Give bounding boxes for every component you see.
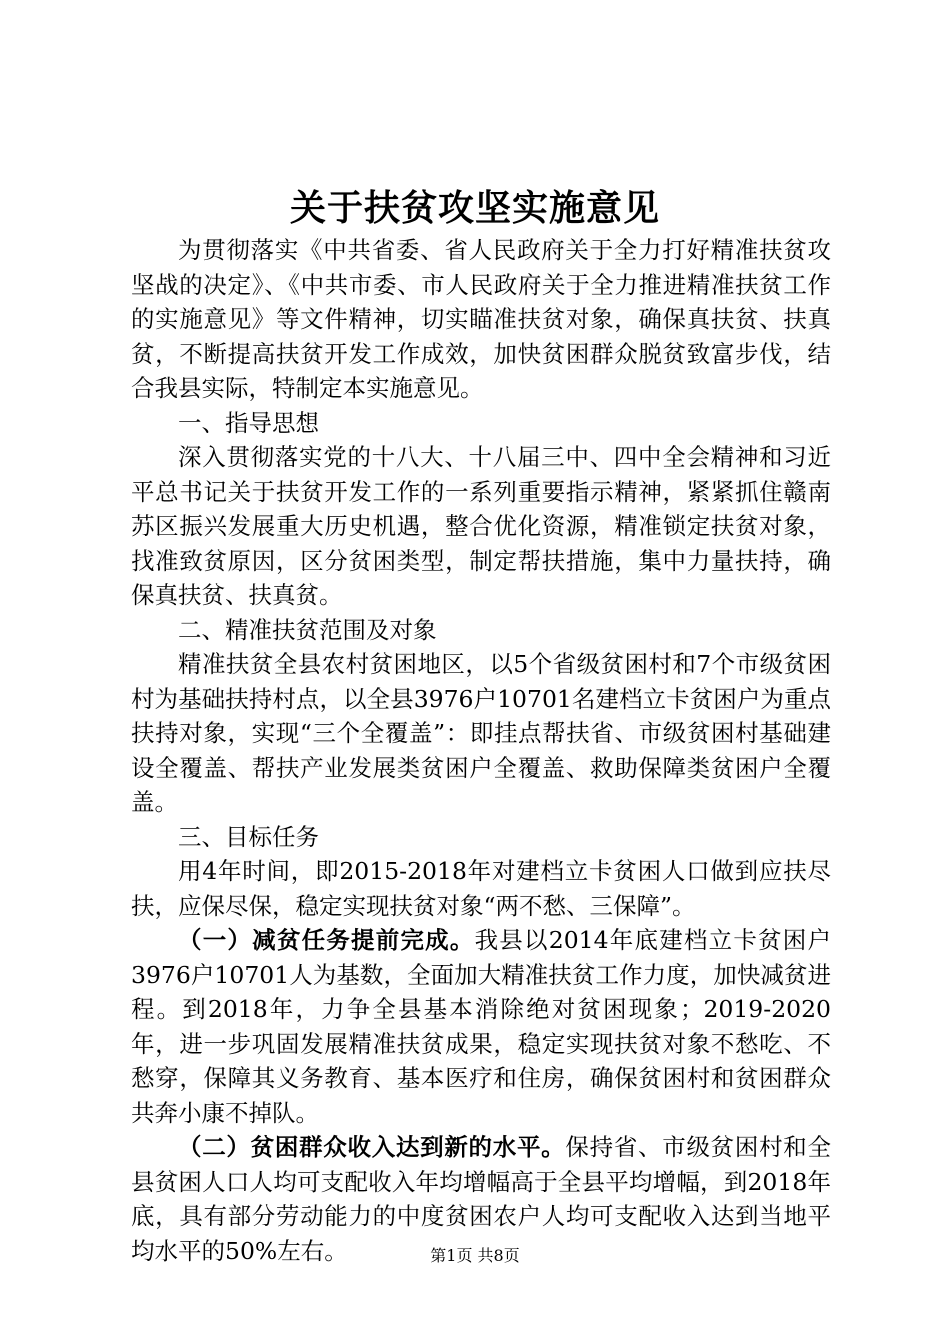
goal-item-1-lead: （一）减贫任务提前完成。	[178, 926, 475, 954]
page-footer: 第1页 共8页	[430, 1246, 520, 1265]
section-heading-guiding-thought: 一、指导思想	[178, 408, 319, 437]
intro-paragraph: 为贯彻落实《中共省委、省人民政府关于全力打好精准扶贫攻坚战的决定》、《中共市委、市人民政府关于全力推进精准扶贫工作的实施意见》等文件精神，切实瞄准扶贫对象，确保真扶贫、扶真贫，不断提高扶贫开发工作成效，加快贫困群众脱贫致富步伐，结合我县实际，特制定本实施意见。	[131, 236, 831, 402]
goal-item-2-lead: （二）贫困群众收入达到新的水平。	[178, 1133, 566, 1161]
section-paragraph-goals: 用4年时间，即2015-2018年对建档立卡贫困人口做到应扶尽扶，应保尽保，稳定实现扶贫对象“两不愁、三保障”。	[131, 857, 831, 920]
section-paragraph-guiding-thought: 深入贯彻落实党的十八大、十八届三中、四中全会精神和习近平总书记关于扶贫开发工作的一系列重要指示精神，紧紧抓住赣南苏区振兴发展重大历史机遇，整合优化资源，精准锁定扶贫对象，找准致贫原因，区分贫困类型，制定帮扶措施，集中力量扶持，确保真扶贫、扶真贫。	[131, 443, 831, 609]
document-body	[131, 233, 831, 1268]
goal-item-2-text: 保持省、市级贫困村和全县贫困人口人均可支配收入年均增幅高于全县平均增幅，到2018年底，具有部分劳动能力的中度贫困农户人均可支配收入达到当地平均水平的50%左右。	[131, 1133, 832, 1265]
goal-item-1	[131, 923, 831, 1130]
section-paragraph-scope: 精准扶贫全县农村贫困地区，以5个省级贫困村和7个市级贫困村为基础扶持村点，以全县3976户10701名建档立卡贫困户为重点扶持对象，实现“三个全覆盖”：即挂点帮扶省、市级贫困村基础建设全覆盖、帮扶产业发展类贫困户全覆盖、救助保障类贫困户全覆盖。	[131, 650, 831, 816]
section-heading-goals: 三、目标任务	[178, 822, 319, 851]
goal-item-1-text: 我县以2014年底建档立卡贫困户3976户10701人为基数，全面加大精准扶贫工作力度，加快减贫进程。到2018年，力争全县基本消除绝对贫困现象；2019-2020年，进一步巩固发展精准扶贫成果，稳定实现扶贫对象不愁吃、不愁穿，保障其义务教育、基本医疗和住房，确保贫困村和贫困群众共奔小康不掉队。	[131, 926, 831, 1127]
document-title: 关于扶贫攻坚实施意见	[289, 187, 660, 229]
section-heading-scope: 二、精准扶贫范围及对象	[178, 615, 437, 644]
